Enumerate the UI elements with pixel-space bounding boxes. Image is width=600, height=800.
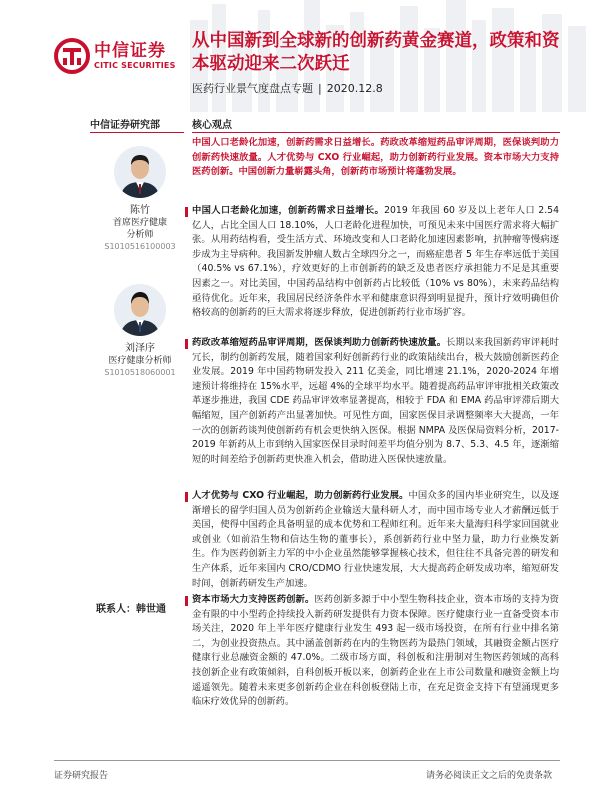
paragraph-body: 中国众多的国内毕业研究生，以及逐渐增长的留学归国人员为创新药企业输送大量科研人才，而中国市场专业人才薪酬远低于美国，使得中国药企具备明显的成本优势和工程师红利。近年来大量海归科学家回国就业或创业（如前沿生物和信达生物的董事长），系创新药行业中坚力量，助力行业焕发新生。作为医药创新主力军的中小企业虽然能够掌握核心技术，但往往不具备完善的研发和生产体系，近年来国内 CRO/CDMO 行业快速发展，大大提高药企研发成功率，缩短研发时间，创新药研发生产加速。 [192, 490, 559, 589]
subtitle-separator: | [318, 82, 322, 95]
paragraph-lead: 人才优势与 CXO 行业崛起，助力创新药行业发展。 [192, 490, 409, 501]
footer-disclaimer: 请务必阅读正文之后的免责条款 [425, 771, 552, 781]
paragraph-lead: 药政改革缩短药品审评周期，医保谈判助力创新药快速放量。 [192, 337, 447, 348]
analyst-card-liuzexu [90, 284, 190, 379]
analyst-card-chenzhu [90, 146, 190, 253]
analyst-photo-icon [114, 146, 166, 198]
research-dept-heading: 中信证券研究部 [90, 120, 160, 131]
viewpoint-paragraph-policy [192, 336, 559, 467]
report-date: 2020.12.8 [326, 82, 383, 95]
bullet-marker [185, 207, 188, 217]
contact-person: 联系人：韩世通 [96, 604, 166, 615]
footer-divider [54, 760, 560, 761]
report-header [0, 0, 600, 112]
analyst-cert-number: S1010518060001 [104, 368, 176, 377]
citic-logo-icon [54, 38, 90, 74]
logo-text-en: CITIC SECURITIES [94, 61, 176, 70]
analyst-name: 陈竹 [130, 205, 150, 216]
analyst-cert-number: S1010516100003 [104, 242, 176, 251]
left-heading-divider [90, 132, 184, 133]
report-title: 从中国新到全球新的创新药黄金赛道，政策和资本驱动迎来二次跃迁 [192, 31, 560, 74]
analyst-title: 首席医疗健康 [112, 218, 167, 228]
analyst-title: 医疗健康分析师 [108, 356, 172, 366]
report-series: 医药行业景气度盘点专题 [192, 82, 313, 95]
paragraph-lead: 资本市场大力支持医药创新。 [192, 594, 315, 605]
paragraph-lead: 中国人口老龄化加速，创新药需求日益增长。 [192, 205, 385, 216]
bullet-marker [185, 339, 188, 349]
analyst-title-2: 分析师 [126, 230, 154, 240]
bullet-marker [185, 492, 188, 502]
analyst-name: 刘泽序 [125, 343, 155, 354]
citic-securities-logo [54, 38, 176, 74]
core-summary: 中国人口老龄化加速，创新药需求日益增长。药政改革缩短药品审评周期，医保谈判助力创新药快速放量。人才优势与 CXO 行业崛起，助力创新药行业发展。资本市场大力支持医药创新。中国创新力量崭露头角，创新药市场预计将蓬勃发展。 [192, 137, 559, 178]
avatar [114, 284, 166, 336]
avatar [114, 146, 166, 198]
paragraph-body: 医药创新多源于中小型生物科技企业，资本市场的支持为资金有限的中小型药企持续投入新药研发提供有力资本保障。医疗健康行业一直备受资本市场关注，2020 年上半年医疗健康行业发生 493 起一级市场投资，在所有行业中排名第二，为创业投资热点。其中涵盖创新药在内的生物医药为最热门领域，其融资金额占医疗健康行业总融资金额的 47.0%。二级市场方面，科创板和注册制对生物医药领域的高科技创新企业有政策倾斜，自科创板开板以来，创新药企业在上市公司数量和融资金额上均遥遥领先。随着未来更多创新药企业在科创板登陆上市，在充足资金支持下有望涌现更多临床疗效优异的创新药。 [192, 594, 559, 708]
logo-text-cn: 中信证券 [94, 41, 166, 61]
viewpoint-paragraph-capital [192, 593, 559, 710]
footer-report-type: 证券研究报告 [54, 771, 109, 781]
report-subtitle [192, 80, 383, 96]
viewpoint-paragraph-talent [192, 489, 559, 591]
viewpoint-paragraph-aging [192, 204, 559, 321]
core-heading-divider [192, 132, 560, 133]
bullet-marker [185, 596, 188, 606]
paragraph-body: 长期以来我国新药审评耗时冗长，制约创新药发展，随着国家利好创新药行业的政策陆续出台，极大鼓励创新医药企业发展。2019 年中国药物研发投入 211 亿美金，同比增速 21.1%，2020-2024 年增速预计将维持在 15%水平，远超 4%的全球平均水平。随着提高药品审评审批相关政策改革逐步推进，我国 CDE 药品审评效率显著提高，相较于 FDA 和 EMA 药品审评滞后期大幅缩短，国产创新药产出显著加快。可见性方面，国家医保目录调整频率大大提高，一年一次的创新药谈判使创新药有机会更快纳入医保。根据 NMPA 及医保局资料分析，2017-2019 年新药从上市到纳入国家医保目录时间差平均值分别为 8.7、5.3、4.5 年，逐渐缩短的时间差给予创新药更快准入机会，借助进入医保快速放量。 [192, 337, 559, 465]
core-views-heading: 核心观点 [192, 120, 232, 131]
analyst-photo-icon [114, 284, 166, 336]
paragraph-body: 2019 年我国 60 岁及以上老年人口 2.54 亿人，占比全国人口 18.10%，人口老龄化进程加快，可预见未来中国医疗需求将大幅扩张。从用药结构看，受生活方式、环境改变和人口老龄化加速因素影响，抗肿瘤等慢病逐步成为主导病种。我国新发肿瘤人数占全球四分之一，而癌症患者 5 年生存率远低于美国（40.5% vs 67.1%），疗效更好的上市创新药的缺乏及患者医疗承担能力不足是其重要因素之一。对比美国，中国药品结构中创新药占比较低（10% vs 80%），未来药品结构亟待优化。近年来，我国居民经济条件水平和健康意识得到明显提升，预计疗效明确但价格较高的创新药的巨大需求将逐步释放，促进创新药行业市场扩容。 [192, 205, 559, 319]
